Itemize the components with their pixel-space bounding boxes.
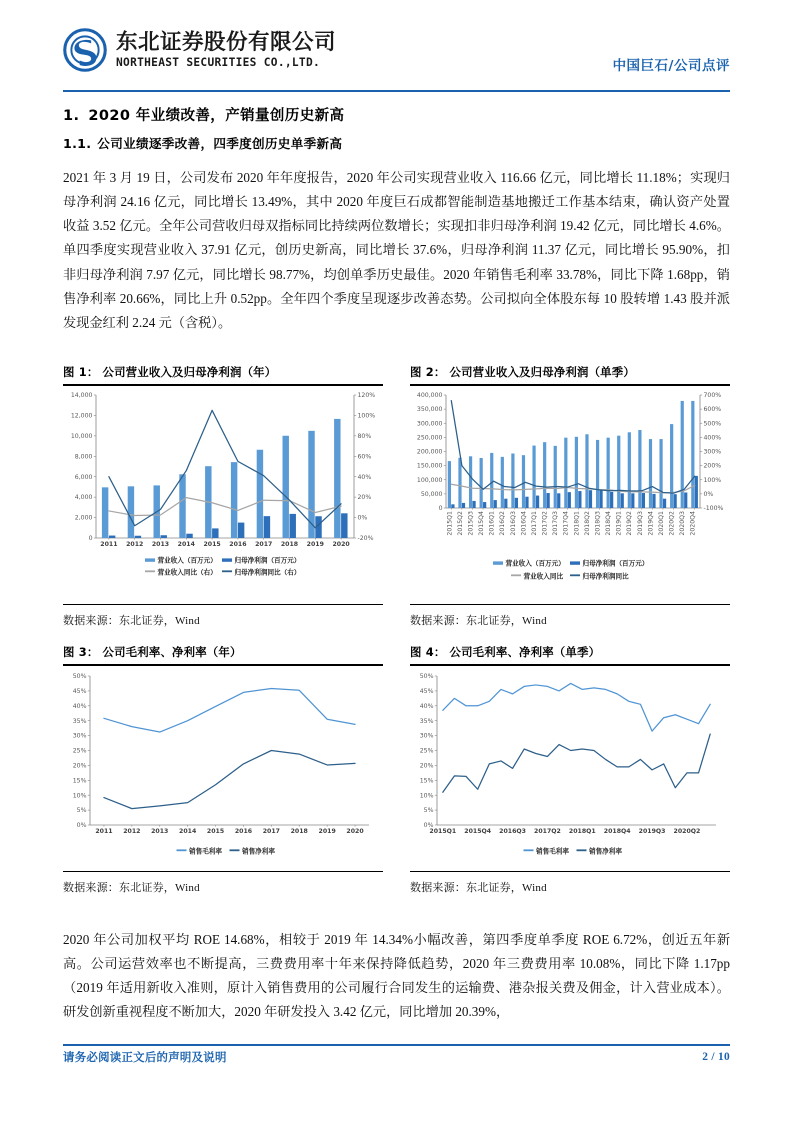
svg-text:20%: 20% — [357, 493, 372, 501]
body-paragraph-top: 2021 年 3 月 19 日，公司发布 2020 年年度报告，2020 年公司实现营业收入 116.66 亿元，同比增长 11.18%；实现归母净利润 24.16 亿元，同比增长 13.49%，其中 2020 年度巨石成都智能制造基地搬迁工作基本结束，确认资产处置收益 3.52 亿元。全年公司营收归母双指标同比持续两位数增长；实现扣非归母净利润 19.42 亿元，同比增长 4.6%。单四季度实现营业收入 37.91 亿元，创历史新高，同比增长 37.6%，归母净利润 11.37 亿元，同比增长 95.90%，扣非归母净利润 7.97 亿元，同比增长 98.77%，均创单季历史最佳。2020 年销售毛利率 33.78%，同比下降 1.68pp，销售净利率 20.66%，同比上升 0.52pp。全年四个季度呈现逐步改善态势。公司拟向全体股东每 10 股转增 1.43 股并派发现金红利 2.24 元（含税）。 — [63, 170, 730, 330]
svg-text:25%: 25% — [72, 747, 87, 755]
figure-1-source: 数据来源：东北证券，Wind — [63, 614, 200, 627]
svg-text:200%: 200% — [703, 462, 722, 470]
svg-text:2017Q3: 2017Q3 — [552, 510, 560, 536]
svg-text:2015: 2015 — [203, 540, 221, 548]
section-heading-1 — [63, 104, 344, 125]
svg-text:2015Q1: 2015Q1 — [429, 827, 457, 835]
svg-text:2017Q2: 2017Q2 — [534, 827, 561, 835]
svg-text:30%: 30% — [72, 732, 87, 740]
svg-text:5%: 5% — [76, 806, 87, 814]
svg-text:15%: 15% — [72, 776, 87, 784]
svg-text:14,000: 14,000 — [70, 391, 93, 399]
svg-text:2013: 2013 — [151, 540, 170, 548]
svg-text:8,000: 8,000 — [74, 452, 93, 460]
svg-text:2015: 2015 — [206, 827, 225, 835]
svg-text:销售毛利率: 销售毛利率 — [189, 846, 222, 855]
section-heading-1-1 — [63, 133, 342, 152]
figure-1-caption: 公司营业收入及归母净利润（年） — [102, 365, 277, 379]
svg-text:归母净利润同比（右）: 归母净利润同比（右） — [234, 567, 301, 576]
figure-3 — [63, 644, 383, 895]
svg-text:2020Q2: 2020Q2 — [668, 510, 676, 536]
figure-1-label: 图 1： — [63, 365, 99, 379]
svg-text:2020Q4: 2020Q4 — [689, 510, 697, 536]
svg-text:营业收入（百万元）: 营业收入（百万元） — [505, 558, 565, 567]
svg-text:150,000: 150,000 — [416, 462, 443, 470]
svg-text:30%: 30% — [419, 732, 434, 740]
svg-text:2016Q4: 2016Q4 — [520, 510, 528, 536]
svg-text:80%: 80% — [357, 432, 372, 440]
svg-text:2017: 2017 — [255, 540, 273, 548]
figure-3-title — [63, 644, 383, 664]
svg-text:6,000: 6,000 — [74, 473, 93, 481]
svg-text:120%: 120% — [357, 391, 376, 399]
svg-text:700%: 700% — [703, 391, 722, 399]
svg-text:2012: 2012 — [126, 540, 144, 548]
chart-3-canvas — [63, 666, 383, 871]
svg-text:2016Q1: 2016Q1 — [488, 510, 496, 536]
svg-text:2015Q2: 2015Q2 — [456, 510, 464, 536]
section-number: 1. — [63, 108, 80, 124]
footer-divider — [63, 1044, 730, 1046]
figure-3-source: 数据来源：东北证券，Wind — [63, 881, 200, 894]
svg-text:2019: 2019 — [318, 827, 336, 835]
svg-text:2013: 2013 — [151, 827, 169, 835]
svg-text:45%: 45% — [419, 687, 434, 695]
svg-text:营业收入（百万元）: 营业收入（百万元） — [157, 555, 217, 564]
section-title: 2020 年业绩改善，产销量创历史新高 — [88, 108, 345, 124]
svg-text:250,000: 250,000 — [416, 434, 443, 442]
svg-text:2017: 2017 — [262, 827, 280, 835]
svg-text:销售毛利率: 销售毛利率 — [536, 846, 569, 855]
svg-text:0: 0 — [88, 534, 93, 542]
svg-text:2020Q2: 2020Q2 — [673, 827, 701, 835]
svg-text:-20%: -20% — [357, 534, 374, 542]
svg-text:4,000: 4,000 — [74, 493, 93, 501]
svg-text:400,000: 400,000 — [416, 391, 443, 399]
svg-text:2015Q1: 2015Q1 — [446, 510, 454, 536]
svg-text:350,000: 350,000 — [416, 405, 443, 413]
svg-text:2016Q3: 2016Q3 — [499, 827, 526, 835]
figure-4 — [410, 644, 730, 895]
svg-text:2018Q1: 2018Q1 — [573, 510, 581, 536]
svg-text:2019Q3: 2019Q3 — [636, 510, 644, 536]
svg-text:-100%: -100% — [703, 504, 724, 512]
figure-4-source: 数据来源：东北证券，Wind — [410, 881, 547, 894]
svg-text:40%: 40% — [357, 473, 372, 481]
figure-1-plot — [63, 386, 383, 604]
svg-text:2019Q3: 2019Q3 — [638, 827, 666, 835]
chart-1-canvas — [63, 386, 383, 604]
svg-text:2019Q4: 2019Q4 — [647, 510, 655, 536]
svg-text:100,000: 100,000 — [416, 476, 443, 484]
svg-text:0%: 0% — [76, 821, 87, 829]
footer-page-number: 2 / 10 — [702, 1051, 730, 1063]
svg-text:2011: 2011 — [95, 827, 113, 835]
svg-text:2020Q3: 2020Q3 — [679, 510, 687, 536]
figure-4-caption: 公司毛利率、净利率（单季） — [449, 645, 601, 659]
figure-2-plot — [410, 386, 730, 604]
svg-text:45%: 45% — [72, 687, 87, 695]
figure-2-title — [410, 364, 730, 384]
svg-text:0: 0 — [438, 504, 443, 512]
brand-name-cn: 东北证券股份有限公司 — [116, 30, 337, 56]
figure-4-title — [410, 644, 730, 664]
svg-text:2015Q4: 2015Q4 — [478, 510, 486, 536]
svg-text:50%: 50% — [419, 672, 434, 680]
svg-text:营业收入同比: 营业收入同比 — [523, 571, 564, 580]
svg-text:2011: 2011 — [100, 540, 118, 548]
brand-name-en: NORTHEAST SECURITIES CO.,LTD. — [116, 55, 321, 69]
svg-text:15%: 15% — [419, 776, 434, 784]
page-footer — [63, 1049, 730, 1065]
svg-text:100%: 100% — [703, 476, 722, 484]
header-report-label: 中国巨石/公司点评 — [612, 58, 730, 74]
svg-text:20%: 20% — [419, 762, 434, 770]
figure-4-label: 图 4： — [410, 645, 446, 659]
svg-text:5%: 5% — [423, 806, 434, 814]
svg-text:销售净利率: 销售净利率 — [589, 846, 622, 855]
svg-text:2012: 2012 — [123, 827, 141, 835]
svg-text:2018: 2018 — [280, 540, 299, 548]
svg-text:2019Q1: 2019Q1 — [615, 510, 623, 536]
svg-text:2017Q1: 2017Q1 — [530, 510, 538, 536]
svg-text:2016: 2016 — [234, 827, 253, 835]
svg-text:40%: 40% — [72, 702, 87, 710]
svg-text:2017Q4: 2017Q4 — [562, 510, 570, 536]
svg-text:35%: 35% — [419, 717, 434, 725]
figure-3-label: 图 3： — [63, 645, 99, 659]
figure-2-label: 图 2： — [410, 365, 446, 379]
svg-text:营业收入同比（右）: 营业收入同比（右） — [157, 567, 217, 576]
svg-text:2015Q3: 2015Q3 — [467, 510, 475, 536]
svg-text:300%: 300% — [703, 448, 722, 456]
svg-text:35%: 35% — [72, 717, 87, 725]
subsection-number: 1.1. — [63, 136, 92, 151]
svg-text:12,000: 12,000 — [70, 412, 93, 420]
figure-2-caption: 公司营业收入及归母净利润（单季） — [449, 365, 635, 379]
svg-text:600%: 600% — [703, 405, 722, 413]
svg-text:40%: 40% — [419, 702, 434, 710]
svg-text:2018Q2: 2018Q2 — [583, 510, 591, 536]
northeast-securities-logo-icon — [63, 28, 107, 72]
svg-text:0%: 0% — [357, 514, 368, 522]
svg-text:2020Q1: 2020Q1 — [657, 510, 665, 536]
svg-text:50,000: 50,000 — [420, 490, 443, 498]
svg-text:2018Q4: 2018Q4 — [603, 827, 631, 835]
svg-text:2019Q2: 2019Q2 — [626, 510, 634, 536]
svg-text:2016Q3: 2016Q3 — [509, 510, 517, 536]
chart-4-canvas — [410, 666, 730, 871]
svg-text:2016: 2016 — [229, 540, 247, 548]
svg-text:2015Q4: 2015Q4 — [464, 827, 492, 835]
chart-2-canvas — [410, 386, 730, 604]
svg-text:归母净利润（百万元）: 归母净利润（百万元） — [582, 558, 649, 567]
svg-text:2020: 2020 — [346, 827, 364, 835]
page-header — [63, 28, 730, 90]
figure-2-source: 数据来源：东北证券，Wind — [410, 614, 547, 627]
svg-text:2018: 2018 — [290, 827, 308, 835]
svg-text:2020: 2020 — [332, 540, 350, 548]
svg-text:0%: 0% — [423, 821, 434, 829]
figure-4-plot — [410, 666, 730, 871]
svg-text:0%: 0% — [703, 490, 714, 498]
figure-3-caption: 公司毛利率、净利率（年） — [102, 645, 242, 659]
svg-text:500%: 500% — [703, 419, 722, 427]
svg-text:100%: 100% — [357, 412, 376, 420]
svg-text:归母净利润（百万元）: 归母净利润（百万元） — [234, 555, 301, 564]
body-paragraph-bottom: 2020 年公司加权平均 ROE 14.68%，相较于 2019 年 14.34%小幅改善，第四季度单季度 ROE 6.72%，创近五年新高。公司运营效率也不断提高，三费费用率十年来保持降低趋势，2020 年三费费用率 10.08%，同比下降 1.17pp（2019 年适用新收入准则，原计入销售费用的公司履行合同发生的运输费、港杂报关费及佣金，计入营业成本）。研发创新重视程度不断加大，2020 年研发投入 3.42 亿元，同比增加 20.39%， — [63, 932, 730, 1020]
svg-text:2014: 2014 — [179, 827, 197, 835]
figure-1 — [63, 364, 383, 628]
figure-3-plot — [63, 666, 383, 871]
figure-1-title — [63, 364, 383, 384]
svg-text:2018Q1: 2018Q1 — [568, 827, 596, 835]
svg-text:10%: 10% — [72, 791, 87, 799]
svg-text:2,000: 2,000 — [74, 514, 93, 522]
svg-text:20%: 20% — [72, 762, 87, 770]
svg-text:2018Q3: 2018Q3 — [594, 510, 602, 536]
svg-text:2017Q2: 2017Q2 — [541, 510, 549, 536]
footer-notice: 请务必阅读正文后的声明及说明 — [63, 1050, 227, 1064]
svg-text:2018Q4: 2018Q4 — [605, 510, 613, 536]
header-divider — [63, 90, 730, 92]
svg-text:销售净利率: 销售净利率 — [242, 846, 275, 855]
svg-text:25%: 25% — [419, 747, 434, 755]
svg-text:2014: 2014 — [177, 540, 195, 548]
subsection-title: 公司业绩逐季改善，四季度创历史单季新高 — [97, 136, 343, 151]
svg-text:归母净利润同比: 归母净利润同比 — [582, 571, 629, 580]
svg-text:60%: 60% — [357, 452, 372, 460]
svg-text:10,000: 10,000 — [70, 432, 93, 440]
svg-text:200,000: 200,000 — [416, 448, 443, 456]
svg-text:2016Q2: 2016Q2 — [499, 510, 507, 536]
svg-text:400%: 400% — [703, 434, 722, 442]
figure-2 — [410, 364, 730, 628]
svg-text:300,000: 300,000 — [416, 419, 443, 427]
svg-text:2019: 2019 — [306, 540, 324, 548]
svg-text:50%: 50% — [72, 672, 87, 680]
svg-text:10%: 10% — [419, 791, 434, 799]
